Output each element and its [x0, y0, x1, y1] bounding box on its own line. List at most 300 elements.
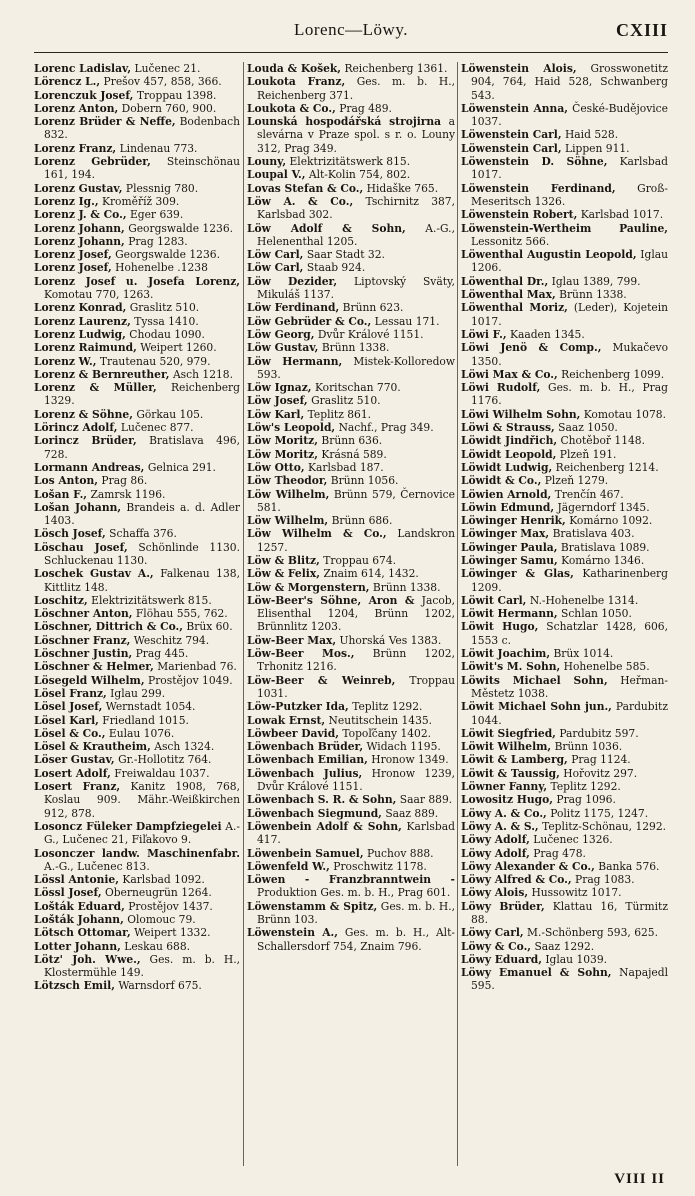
directory-entry: [247, 195, 455, 222]
directory-entry: [247, 75, 455, 102]
entry-name: Lorenz Johann,: [34, 221, 125, 235]
directory-entry: [34, 527, 240, 540]
entry-details: Schönlinde 1130. Schluckenau 1130.: [44, 540, 240, 567]
page-number: CXIII: [615, 20, 668, 40]
entry-name: Löwenstamm & Spitz,: [247, 899, 378, 913]
directory-entry: [461, 886, 668, 899]
entry-details: A.-G., Helenenthal 1205.: [257, 221, 455, 248]
directory-entry: [34, 328, 240, 341]
entry-name: Lorenz Konrad,: [34, 301, 127, 315]
directory-entry: [34, 594, 240, 607]
entry-name: Löwenbach S. R. & Sohn,: [247, 793, 397, 807]
entry-name: Löwenbein Samuel,: [247, 846, 364, 860]
entry-details: Lučenec 21.: [134, 62, 201, 75]
directory-entry: [461, 102, 668, 129]
entry-name: Lorenz Gustav,: [34, 181, 123, 195]
directory-entry: [34, 301, 240, 314]
entry-name: Löwenbach Brüder,: [247, 740, 364, 754]
entry-details: Iglau 1206.: [471, 248, 668, 275]
directory-entry: [247, 381, 455, 394]
directory-entry: [34, 102, 240, 115]
entry-name: Lötz' Joh. Wwe.,: [34, 952, 141, 966]
entry-details: Katharinenberg 1209.: [471, 567, 668, 594]
entry-name: Löwinger Max,: [461, 527, 550, 541]
entry-details: Koritschan 770.: [314, 381, 401, 395]
entry-name: Lössl Josef,: [34, 886, 102, 900]
entry-details: Teplitz 1292.: [352, 700, 423, 714]
entry-details: Saaz 1050.: [558, 421, 618, 435]
entry-name: Löwenbach Julius,: [247, 766, 363, 780]
entry-details: Heřman-Městetz 1038.: [471, 673, 668, 700]
entry-name: Lösegeld Wilhelm,: [34, 673, 145, 687]
directory-entry: [461, 448, 668, 461]
entry-details: Komotau 770, 1263.: [44, 288, 154, 302]
entry-name: Löwinger Henrik,: [461, 514, 566, 528]
entry-details: N.-Hohenelbe 1314.: [529, 593, 639, 607]
entry-name: Löwit & Lamberg,: [461, 753, 568, 767]
directory-entry: [461, 674, 668, 701]
entry-name: Löw Carl,: [247, 248, 304, 262]
entry-name: Löw Dezider,: [247, 274, 338, 288]
entry-name: Löwenbein Adolf & Sohn,: [247, 819, 402, 833]
entry-details: Brünn 1056.: [330, 474, 399, 488]
entry-details: Haid 528.: [564, 128, 619, 142]
entry-details: Asch 1218.: [172, 367, 234, 381]
directory-entry: [34, 248, 240, 261]
entry-name: Löw & Morgenstern,: [247, 580, 370, 594]
directory-entry: [461, 488, 668, 501]
directory-entry: [247, 408, 455, 421]
directory-entry: [247, 474, 455, 487]
entry-details: Hohenelbe .1238: [115, 261, 208, 275]
entry-name: Löw Moritz,: [247, 434, 318, 448]
directory-entry: [34, 89, 240, 102]
directory-entry: [34, 182, 240, 195]
directory-entry: [34, 142, 240, 155]
entry-name: Löwit Siegfried,: [461, 726, 556, 740]
entry-name: Loukota & Co.,: [247, 101, 336, 115]
entry-details: Karlsbad 1092.: [122, 873, 205, 887]
entry-name: Löwenbach Emilian,: [247, 753, 368, 767]
entry-name: Löwenstein Ferdinand,: [461, 181, 616, 195]
directory-entry: [247, 261, 455, 274]
directory-entry: [461, 62, 668, 102]
entry-name: Löwy Emanuel & Sohn,: [461, 966, 612, 980]
entry-name: Löw Otto,: [247, 460, 305, 474]
directory-entry: [34, 660, 240, 673]
directory-entry: [34, 847, 240, 874]
entry-details: Ges. m. b. H., Brünn 103.: [257, 899, 455, 926]
entry-details: Georgswalde 1236.: [128, 221, 234, 235]
directory-entry: [247, 275, 455, 302]
directory-entry: [461, 753, 668, 766]
directory-entry: [34, 461, 240, 474]
directory-entry: [461, 966, 668, 993]
entry-name: Lorincz Brüder,: [34, 434, 137, 448]
entry-details: Puchov 888.: [366, 846, 434, 860]
entry-details: Ges. m. b. H., Alt-Schallersdorf 754, Znaim 796.: [257, 926, 455, 953]
directory-entry: [461, 381, 668, 408]
entry-name: Löwi & Strauss,: [461, 421, 555, 435]
entry-details: Hidaške 765.: [366, 181, 439, 195]
entry-details: Produktion Ges. m. b. H., Prag 601.: [257, 886, 451, 900]
directory-entry: [461, 128, 668, 141]
entry-details: Eger 639.: [129, 208, 184, 222]
entry-details: Marienbad 76.: [157, 660, 237, 674]
entry-name: Loschitz,: [34, 593, 88, 607]
directory-entry: [461, 527, 668, 540]
entry-details: Elektrizitätswerk 815.: [91, 593, 212, 607]
directory-entry: [247, 248, 455, 261]
entry-name: Lowositz Hugo,: [461, 793, 553, 807]
entry-name: Lösel & Co.,: [34, 726, 106, 740]
entry-details: Hohenelbe 585.: [563, 660, 650, 674]
entry-name: Löw A. & Co.,: [247, 194, 354, 208]
directory-entry: [34, 195, 240, 208]
directory-entry: [247, 115, 455, 155]
entry-name: Löw-Beer's Söhne, Aron &: [247, 593, 415, 607]
entry-name: Löw-Beer & Weinreb,: [247, 673, 396, 687]
entry-details: Graslitz 510.: [129, 301, 200, 315]
entry-name: Lorenz & Söhne,: [34, 407, 133, 421]
entry-name: Löwy Adolf,: [461, 846, 530, 860]
entry-details: Prag 1283.: [128, 234, 188, 248]
entry-details: Bratislava 496, 728.: [44, 434, 240, 461]
entry-details: Brandeis a. d. Adler 1403.: [44, 500, 240, 528]
directory-entry: [34, 820, 240, 847]
directory-entry: [247, 740, 455, 753]
entry-name: Löw Ferdinand,: [247, 301, 340, 315]
entry-name: Löw Carl,: [247, 261, 304, 275]
entry-name: Lorenz Raimund,: [34, 341, 137, 355]
entry-name: Lorenc Ladislav,: [34, 62, 132, 75]
directory-entry: [461, 740, 668, 753]
entry-details: Reichenberg 1329.: [44, 381, 240, 408]
directory-entry: [34, 740, 240, 753]
directory-entry: [461, 873, 668, 886]
entry-name: Losoncz Füleker Dampfziegelei: [34, 819, 222, 833]
entry-details: Trautenau 520, 979.: [99, 354, 211, 368]
entry-name: Löser Gustav,: [34, 753, 115, 767]
directory-entry: [461, 860, 668, 873]
entry-details: Tschirnitz 387, Karlsbad 302.: [257, 194, 455, 222]
directory-entry: [34, 886, 240, 899]
directory-entry: [461, 767, 668, 780]
directory-entry: [247, 461, 455, 474]
entry-details: Plzeň 191.: [559, 447, 617, 461]
page-header: [34, 20, 668, 44]
entry-details: Chotěboř 1148.: [560, 434, 645, 448]
entry-details: Nachf., Prag 349.: [338, 421, 434, 435]
entry-name: Löwit Joachim,: [461, 647, 551, 661]
entry-details: Hronow 1349.: [371, 753, 449, 767]
entry-name: Losert Franz,: [34, 780, 121, 794]
entry-details: Brüx 1014.: [553, 647, 614, 661]
entry-name: Löwit's M. Sohn,: [461, 660, 561, 674]
directory-entry: [247, 567, 455, 580]
entry-details: Neutitschein 1435.: [328, 713, 433, 727]
entry-name: Löwenstein D. Söhne,: [461, 155, 608, 169]
entry-name: Löwy A. & Co.,: [461, 806, 547, 820]
entry-details: Saar Stadt 32.: [306, 248, 385, 262]
entry-details: a slevárna v Praze spol. s r. o. Louny 312, Prag 349.: [257, 115, 455, 155]
directory-entry: [247, 873, 455, 900]
directory-entry: [461, 434, 668, 447]
directory-entry: [34, 940, 240, 953]
directory-entry: [34, 261, 240, 274]
entry-name: Löw Gustav,: [247, 341, 319, 355]
directory-entry: [34, 208, 240, 221]
entry-name: Löwy Carl,: [461, 926, 524, 940]
directory-entry: [34, 767, 240, 780]
printer-signature: VIII II: [614, 1171, 665, 1187]
entry-name: Lošták Johann,: [34, 913, 124, 926]
entry-details: Komárno 1092.: [569, 514, 653, 528]
entry-details: Wernstadt 1054.: [105, 700, 196, 714]
directory-entry: [247, 807, 455, 820]
entry-details: Pardubitz 1044.: [471, 700, 668, 727]
entry-name: Löw & Felix,: [247, 567, 320, 581]
entry-details: Reichenberg 1214.: [555, 460, 659, 474]
entry-name: Löwit Hugo,: [461, 620, 539, 634]
entry-details: Brünn 1036.: [554, 740, 623, 754]
entry-name: Lorenz Josef,: [34, 248, 112, 262]
directory-entry: [34, 714, 240, 727]
entry-details: Banka 576.: [598, 859, 660, 873]
entry-name: Löwit Hermann,: [461, 607, 558, 621]
directory-entry: [34, 75, 240, 88]
entry-name: Löwenstein Carl,: [461, 141, 562, 155]
entry-name: Löwy Alexander & Co.,: [461, 859, 595, 873]
directory-entry: [461, 833, 668, 846]
entry-details: Reichenberg 1099.: [561, 367, 665, 381]
entry-name: Losonczer landw. Maschinenfabr.: [34, 846, 240, 860]
entry-details: Eulau 1076.: [108, 726, 175, 740]
entry-name: Lounská hospodářská strojirna: [247, 115, 442, 129]
entry-name: Löwen - Franzbranntwein -: [247, 873, 455, 887]
entry-name: Löw Moritz,: [247, 447, 318, 461]
entry-name: Löwit Michael Sohn jun.,: [461, 700, 612, 714]
entry-name: Löw Wilhelm,: [247, 487, 330, 501]
directory-entry: [461, 514, 668, 527]
entry-name: Löschner Justin,: [34, 647, 133, 661]
directory-entry: [247, 301, 455, 314]
entry-name: Los Anton,: [34, 474, 98, 488]
entry-details: Teplitz 1292.: [550, 780, 621, 794]
running-title: Lorenc—Löwy.: [294, 20, 408, 39]
directory-entry: [461, 847, 668, 860]
entry-name: Löwenthal Moriz,: [461, 301, 568, 315]
entry-details: Tyssa 1410.: [134, 314, 199, 328]
entry-name: Löw Gebrüder & Co.,: [247, 314, 372, 328]
directory-entry: [461, 461, 668, 474]
entry-details: Groß-Meseritsch 1326.: [471, 181, 668, 208]
entry-details: Uhorská Ves 1383.: [339, 633, 442, 647]
directory-entry: [247, 847, 455, 860]
directory-entry: [247, 594, 455, 634]
entry-name: Löwidt & Co.,: [461, 474, 542, 488]
entry-name: Lörincz Adolf,: [34, 421, 118, 435]
entry-name: Löwit Wilhelm,: [461, 740, 552, 754]
directory-entry: [247, 647, 455, 674]
entry-name: Lošan Johann,: [34, 500, 122, 514]
entry-name: Löwit & Taussig,: [461, 766, 560, 780]
directory-entry: [247, 434, 455, 447]
entry-details: Brüx 60.: [186, 620, 233, 634]
entry-details: Gr.-Hollotitz 764.: [118, 753, 212, 767]
entry-details: Saaz 889.: [385, 806, 439, 820]
directory-entry: [461, 660, 668, 673]
entry-details: A.-G., Lučenec 813.: [44, 859, 150, 873]
entry-details: Dobern 760, 900.: [121, 101, 217, 115]
entry-details: Karlsbad 1017.: [471, 155, 668, 182]
entry-name: Löw Georg,: [247, 327, 315, 341]
entry-details: Karlsbad 1017.: [580, 208, 664, 222]
entry-name: Löwinger Paula,: [461, 540, 558, 554]
directory-entry: [247, 168, 455, 181]
directory-entry: [247, 222, 455, 249]
entry-name: Lösel Karl,: [34, 713, 99, 727]
entry-name: Löwy Alfred & Co.,: [461, 873, 572, 887]
directory-entry: [34, 620, 240, 633]
entry-details: Schlan 1050.: [561, 607, 632, 621]
directory-entry: [247, 793, 455, 806]
entry-name: Löwit Carl,: [461, 593, 527, 607]
entry-details: Grosswonetitz 904, 764, Haid 528, Schwanberg 543.: [471, 62, 668, 102]
entry-name: Löwidt Leopold,: [461, 447, 557, 461]
entry-details: Landskron 1257.: [257, 527, 455, 554]
entry-details: Hořovitz 297.: [563, 766, 638, 780]
entry-details: Teplitz-Schönau, 1292.: [542, 819, 667, 833]
entry-details: Jacob, Elisenthal 1204, Brünn 1202, Brünnlitz 1203.: [257, 593, 455, 634]
entry-name: Löw Theodor,: [247, 474, 328, 488]
entry-details: Steinschönau 161, 194.: [44, 155, 240, 182]
entry-details: Brünn 636.: [321, 434, 383, 448]
directory-entry: [247, 102, 455, 115]
entry-details: Kroměříž 309.: [101, 194, 180, 208]
directory-entry: [34, 408, 240, 421]
directory-entry: [247, 394, 455, 407]
entry-details: Ges. m. b. H., Reichenberg 371.: [257, 75, 455, 102]
entry-details: A.-G., Lučenec 21, Fiľakovo 9.: [44, 819, 240, 847]
directory-entry: [461, 474, 668, 487]
entry-details: Widach 1195.: [366, 740, 441, 754]
entry-name: Löwenstein A.,: [247, 926, 338, 940]
entry-details: Ges. m. b. H., Klostermühle 149.: [44, 952, 240, 980]
entry-name: Löwenstein-Wertheim Pauline,: [461, 221, 668, 235]
directory-entry: [247, 527, 455, 554]
entry-name: Löschner & Helmer,: [34, 660, 154, 674]
entry-details: Weipert 1332.: [134, 926, 211, 940]
entry-details: Politz 1175, 1247.: [550, 806, 649, 820]
directory-entry: [461, 421, 668, 434]
entry-name: Lösel Josef,: [34, 700, 103, 714]
entry-details: Lindenau 773.: [119, 141, 198, 155]
entry-name: Lotter Johann,: [34, 939, 121, 953]
entry-name: Louda & Košek,: [247, 62, 342, 75]
entry-details: Brünn 623.: [342, 301, 404, 315]
entry-name: Löwin Edmund,: [461, 500, 555, 514]
directory-entry: [461, 807, 668, 820]
entry-name: Löwi F.,: [461, 327, 507, 341]
entry-details: Troppau 1398.: [136, 88, 217, 102]
column-1: [34, 62, 240, 1167]
directory-entry: [34, 62, 240, 75]
directory-entry: [34, 421, 240, 434]
directory-entry: [461, 222, 668, 249]
directory-entry: [461, 647, 668, 660]
entry-details: Iglau 1389, 799.: [551, 274, 641, 288]
directory-entry: [34, 501, 240, 528]
entry-details: Prostějov 1437.: [128, 899, 213, 913]
directory-entry: [34, 700, 240, 713]
directory-entry: [34, 155, 240, 182]
entry-name: Loukota Franz,: [247, 75, 346, 89]
entry-details: Brünn 579, Černovice 581.: [257, 487, 455, 514]
entry-details: M.-Schönberg 593, 625.: [527, 926, 658, 940]
entry-name: Löw Ignaz,: [247, 381, 312, 395]
entry-details: Elektrizitätswerk 815.: [289, 155, 411, 169]
directory-entry: [461, 700, 668, 727]
entry-details: Lučenec 1326.: [533, 833, 613, 847]
directory-entry: [247, 182, 455, 195]
directory-entry: [461, 368, 668, 381]
directory-entry: [247, 581, 455, 594]
column-2: [247, 62, 455, 1167]
directory-entry: [247, 674, 455, 701]
entry-details: Brünn 1202, Trhonitz 1216.: [257, 647, 455, 674]
entry-name: Löwenthal Max,: [461, 288, 556, 302]
directory-entry: [461, 554, 668, 567]
entry-details: Chodau 1090.: [129, 327, 205, 341]
entry-details: České-Budějovice 1037.: [471, 101, 668, 129]
directory-entry: [34, 434, 240, 461]
entry-details: Olomouc 79.: [127, 913, 196, 926]
directory-entry: [247, 753, 455, 766]
entry-name: Löschner Anton,: [34, 607, 133, 621]
column-3: [461, 62, 668, 1167]
entry-details: Komotau 1078.: [583, 407, 666, 421]
entry-details: Hronow 1239, Dvůr Králové 1151.: [257, 766, 455, 794]
entry-name: Löw-Beer Mos.,: [247, 647, 355, 661]
entry-details: Plessnig 780.: [125, 181, 199, 195]
entry-name: Löschner, Dittrich & Co.,: [34, 620, 183, 634]
entry-name: Lorenz Franz,: [34, 141, 117, 155]
directory-entry: [461, 328, 668, 341]
directory-entry: [461, 341, 668, 368]
directory-entry: [34, 488, 240, 501]
entry-details: Teplitz 861.: [307, 407, 372, 421]
entry-name: Löw Wilhelm,: [247, 514, 329, 528]
directory-entry: [461, 780, 668, 793]
entry-name: Löwy Eduard,: [461, 952, 542, 966]
directory-entry: [461, 301, 668, 328]
entry-name: Löwy & Co.,: [461, 939, 532, 953]
entry-name: Loschek Gustav A.,: [34, 567, 154, 581]
directory-entry: [34, 753, 240, 766]
entry-details: Kanitz 1908, 768, Koslau 909. Mähr.-Weißkirchen 912, 878.: [44, 780, 240, 820]
directory-entry: [247, 554, 455, 567]
entry-name: Löschner Franz,: [34, 633, 131, 647]
directory-entry: [461, 155, 668, 182]
entry-details: Bratislava 1089.: [560, 540, 650, 554]
entry-details: Topoľčany 1402.: [342, 726, 432, 740]
directory-entry: [34, 368, 240, 381]
directory-entry: [34, 567, 240, 594]
entry-name: Lorenz & Bernreuther,: [34, 367, 170, 381]
entry-details: Mistek-Kolloredow 593.: [257, 354, 455, 381]
directory-entry: [461, 620, 668, 647]
